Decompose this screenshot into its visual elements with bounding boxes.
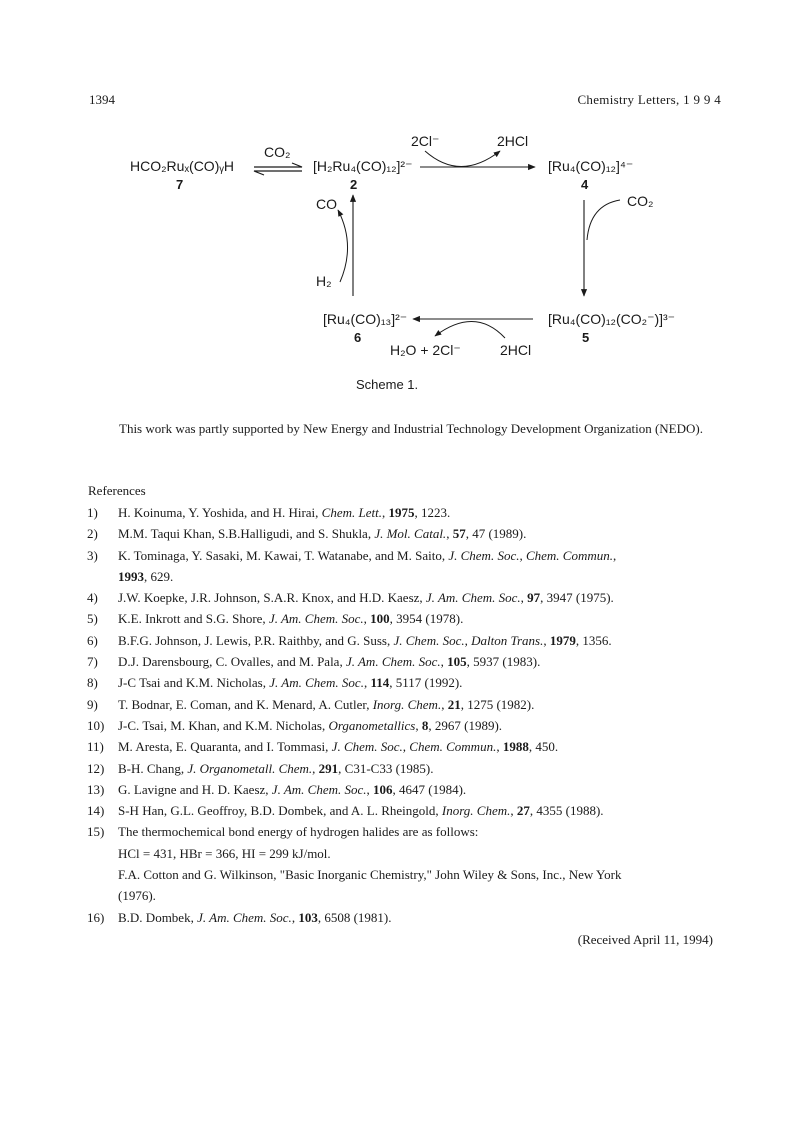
curved-arrow-co-out (338, 210, 348, 282)
reference-segment: , 6508 (1981). (317, 909, 392, 925)
reference-number: 14) (87, 803, 105, 819)
reference-line (118, 821, 727, 842)
reference-text (118, 545, 727, 588)
compound-5-formula: [Ru₄(CO)₁₂(CO₂⁻)]³⁻ (548, 311, 676, 327)
reference-segment: HCl = 431, HBr = 366, HI = 299 kJ/mol. (118, 845, 331, 861)
reference-segment: , (446, 526, 453, 542)
reference-segment: , 5937 (1983). (466, 654, 541, 670)
volume-or-year: 1988 (502, 739, 529, 755)
reference-line (118, 587, 727, 608)
reference-item (87, 545, 727, 588)
equilibrium-arrow-reverse (254, 171, 302, 175)
acknowledgement: This work was partly supported by New Energy and Industrial Technology Development Organization (NEDO). (119, 421, 703, 436)
co2-top-label: CO₂ (264, 144, 291, 160)
h2-in-label: H₂ (316, 273, 332, 289)
reference-segment: M.M. Taqui Khan, S.B.Halligudi, and S. Shukla, (118, 526, 375, 542)
volume-or-year: 97 (527, 590, 541, 606)
reference-line (118, 694, 727, 715)
journal-title: Inorg. Chem. (372, 696, 442, 712)
reference-segment: K. Tominaga, Y. Sasaki, M. Kawai, T. Watanabe, and M. Saito, (118, 547, 449, 563)
co2-right-label: CO₂ (627, 193, 654, 209)
reference-item (87, 523, 727, 544)
reference-number: 16) (87, 909, 105, 925)
reference-number: 10) (87, 717, 105, 733)
reference-line (118, 523, 727, 544)
curved-arrow-co2-in (587, 200, 620, 240)
journal-name: Chemistry Letters, 1 9 9 4 (577, 92, 721, 107)
reference-text (118, 587, 727, 608)
reference-item (87, 608, 727, 629)
reference-segment: , 3954 (1978). (389, 611, 464, 627)
reference-segment: The thermochemical bond energy of hydrogen halides are as follows: (118, 824, 479, 840)
reference-text (118, 821, 727, 906)
volume-or-year: 27 (516, 803, 530, 819)
reference-text (118, 608, 727, 629)
reference-number: 9) (87, 696, 98, 712)
reference-text (118, 736, 727, 757)
reference-line (118, 800, 727, 821)
reference-segment: , (363, 675, 371, 691)
reference-text (118, 672, 727, 693)
hcl-in-label: 2HCl (500, 342, 532, 358)
reference-number: 1) (87, 505, 98, 520)
reference-number: 5) (87, 611, 98, 627)
reference-segment: K.E. Inkrott and S.G. Shore, (118, 611, 269, 627)
reference-segment: , (613, 547, 617, 563)
journal-title: Inorg. Chem. (441, 803, 511, 819)
reference-segment: , 47 (1989). (465, 526, 527, 542)
reference-segment: B.D. Dombek, (118, 909, 198, 925)
reference-item (87, 736, 727, 757)
journal-title: J. Chem. Soc., Chem. Commun. (448, 547, 613, 563)
journal-title: J. Chem. Soc., Dalton Trans. (393, 632, 544, 648)
reference-number: 13) (87, 781, 105, 797)
reference-number: 12) (87, 760, 105, 776)
journal-title: J. Am. Chem. Soc. (271, 781, 367, 797)
reference-segment: , 3947 (1975). (540, 590, 614, 606)
reference-segment: , (381, 505, 389, 520)
compound-7-number: 7 (176, 177, 184, 192)
reference-item (87, 651, 727, 672)
reference-text (118, 694, 727, 715)
reference-text (118, 502, 727, 523)
hcl-out-label: 2HCl (497, 133, 529, 149)
reference-number: 8) (87, 675, 98, 691)
reference-line (118, 502, 727, 523)
journal-title: J. Mol. Catal. (374, 526, 447, 542)
reference-line (118, 545, 727, 566)
reference-segment: , (291, 909, 299, 925)
journal-title: J. Organometall. Chem. (187, 760, 313, 776)
compound-7-formula: HCO₂Ruₓ(CO)ᵧH (130, 158, 234, 174)
reference-number: 7) (87, 654, 98, 670)
reference-segment: T. Bodnar, E. Coman, and K. Menard, A. Cutler, (118, 696, 373, 712)
volume-or-year: 103 (298, 909, 318, 925)
journal-title: J. Am. Chem. Soc. (197, 909, 292, 925)
reference-segment: , (510, 803, 517, 819)
received-date: (Received April 11, 1994) (577, 932, 713, 947)
reference-segment: B-H. Chang, (118, 760, 188, 776)
compound-4-formula: [Ru₄(CO)₁₂]⁴⁻ (548, 158, 634, 174)
reference-segment: , C31-C33 (1985). (338, 760, 434, 776)
reference-text (118, 651, 727, 672)
reference-segment: , (441, 696, 448, 712)
reference-segment: , 1223. (414, 505, 451, 520)
reference-segment: J.W. Koepke, J.R. Johnson, S.A.R. Knox, and H.D. Kaesz, (118, 590, 426, 606)
reference-segment: , 450. (528, 739, 559, 755)
reference-segment: , 1275 (1982). (460, 696, 535, 712)
reference-text (118, 630, 727, 651)
volume-or-year: 114 (370, 675, 390, 691)
reference-segment: , 1356. (575, 632, 612, 648)
reference-segment: , (496, 739, 503, 755)
reference-number: 3) (87, 547, 98, 563)
chloride-in-label: 2Cl⁻ (411, 133, 440, 149)
reference-line (118, 672, 727, 693)
reference-line (118, 651, 727, 672)
reference-segment: , (520, 590, 528, 606)
reference-number: 4) (87, 590, 98, 606)
reference-line (118, 779, 727, 800)
volume-or-year: 8 (421, 717, 429, 733)
curved-arrow-bottom (435, 321, 505, 338)
reference-segment: J-C Tsai and K.M. Nicholas, (118, 675, 270, 691)
journal-title: J. Chem. Soc., Chem. Commun. (331, 739, 497, 755)
reference-text (118, 907, 727, 928)
reference-line (118, 907, 727, 928)
volume-or-year: 57 (452, 526, 466, 542)
compound-2-number: 2 (350, 177, 358, 192)
reference-segment: F.A. Cotton and G. Wilkinson, "Basic Inorganic Chemistry," John Wiley & Sons, Inc., New York (118, 867, 622, 883)
reference-item (87, 672, 727, 693)
reference-item (87, 779, 727, 800)
journal-title: J. Am. Chem. Soc. (269, 675, 364, 691)
volume-or-year: 1993 (118, 568, 144, 584)
journal-title: J. Am. Chem. Soc. (268, 611, 364, 627)
reference-line (118, 608, 727, 629)
reaction-scheme (0, 0, 793, 400)
reference-line (118, 736, 727, 757)
reference-item (87, 715, 727, 736)
journal-title: Organometallics (328, 717, 416, 733)
reference-segment: G. Lavigne and H. D. Kaesz, (118, 781, 272, 797)
reference-segment: , 4647 (1984). (392, 781, 467, 797)
journal-title: J. Am. Chem. Soc. (345, 654, 441, 670)
co-out-label: CO (316, 196, 337, 212)
journal-title: J. Am. Chem. Soc. (425, 590, 521, 606)
reference-item (87, 800, 727, 821)
page-number: 1394 (89, 92, 115, 107)
reference-line (118, 864, 727, 885)
volume-or-year: 105 (447, 654, 467, 670)
reference-text (118, 800, 727, 821)
compound-2-formula: [H₂Ru₄(CO)₁₂]²⁻ (313, 158, 413, 174)
reference-segment: S-H Han, G.L. Geoffroy, B.D. Dombek, and A. L. Rheingold, (118, 803, 442, 819)
volume-or-year: 1975 (388, 505, 415, 520)
reference-list (87, 502, 727, 928)
reference-segment: , 5117 (1992). (389, 675, 463, 691)
reference-line (118, 758, 727, 779)
reference-item (87, 587, 727, 608)
references-heading: References (88, 483, 146, 498)
volume-or-year: 291 (318, 760, 339, 776)
reference-segment: , (366, 781, 374, 797)
reference-segment: , 629. (144, 568, 174, 584)
reference-line (118, 566, 727, 587)
compound-6-formula: [Ru₄(CO)₁₃]²⁻ (323, 311, 408, 327)
reference-line (118, 885, 727, 906)
reference-text (118, 758, 727, 779)
volume-or-year: 21 (447, 696, 461, 712)
reference-line (118, 715, 727, 736)
compound-6-number: 6 (354, 330, 362, 345)
reference-segment: , (543, 632, 550, 648)
reference-number: 15) (87, 824, 105, 840)
reference-item (87, 758, 727, 779)
volume-or-year: 1979 (549, 632, 576, 648)
reference-segment: , (415, 717, 422, 733)
reference-number: 2) (87, 526, 98, 542)
volume-or-year: 100 (370, 611, 390, 627)
water-chloride-label: H₂O + 2Cl⁻ (390, 342, 461, 358)
reference-segment: H. Koinuma, Y. Yoshida, and H. Hirai, (118, 505, 322, 520)
reference-segment: B.F.G. Johnson, J. Lewis, P.R. Raithby, and G. Suss, (118, 632, 394, 648)
reference-text (118, 715, 727, 736)
scheme-caption: Scheme 1. (356, 377, 419, 392)
curved-arrow-top (425, 151, 500, 167)
journal-title: Chem. Lett. (321, 505, 382, 520)
equilibrium-arrow-forward (254, 163, 302, 167)
compound-4-number: 4 (581, 177, 589, 192)
volume-or-year: 106 (373, 781, 393, 797)
reference-item (87, 630, 727, 651)
reference-text (118, 779, 727, 800)
reference-segment: , (440, 654, 448, 670)
reference-segment: M. Aresta, E. Quaranta, and I. Tommasi, (118, 739, 332, 755)
reference-segment: D.J. Darensbourg, C. Ovalles, and M. Pala, (118, 654, 346, 670)
compound-5-number: 5 (582, 330, 590, 345)
reference-segment: , 2967 (1989). (428, 717, 503, 733)
reference-item (87, 907, 727, 928)
reference-text (118, 523, 727, 544)
reference-number: 6) (87, 632, 98, 648)
reference-segment: , (312, 760, 319, 776)
reference-line (118, 843, 727, 864)
reference-item (87, 694, 727, 715)
reference-number: 11) (87, 739, 104, 755)
reference-segment: , 4355 (1988). (529, 803, 604, 819)
reference-item (87, 821, 727, 906)
reference-line (118, 630, 727, 651)
reference-segment: , (363, 611, 371, 627)
reference-item (87, 502, 727, 523)
reference-segment: J-C. Tsai, M. Khan, and K.M. Nicholas, (118, 717, 329, 733)
reference-segment: (1976). (118, 888, 156, 904)
